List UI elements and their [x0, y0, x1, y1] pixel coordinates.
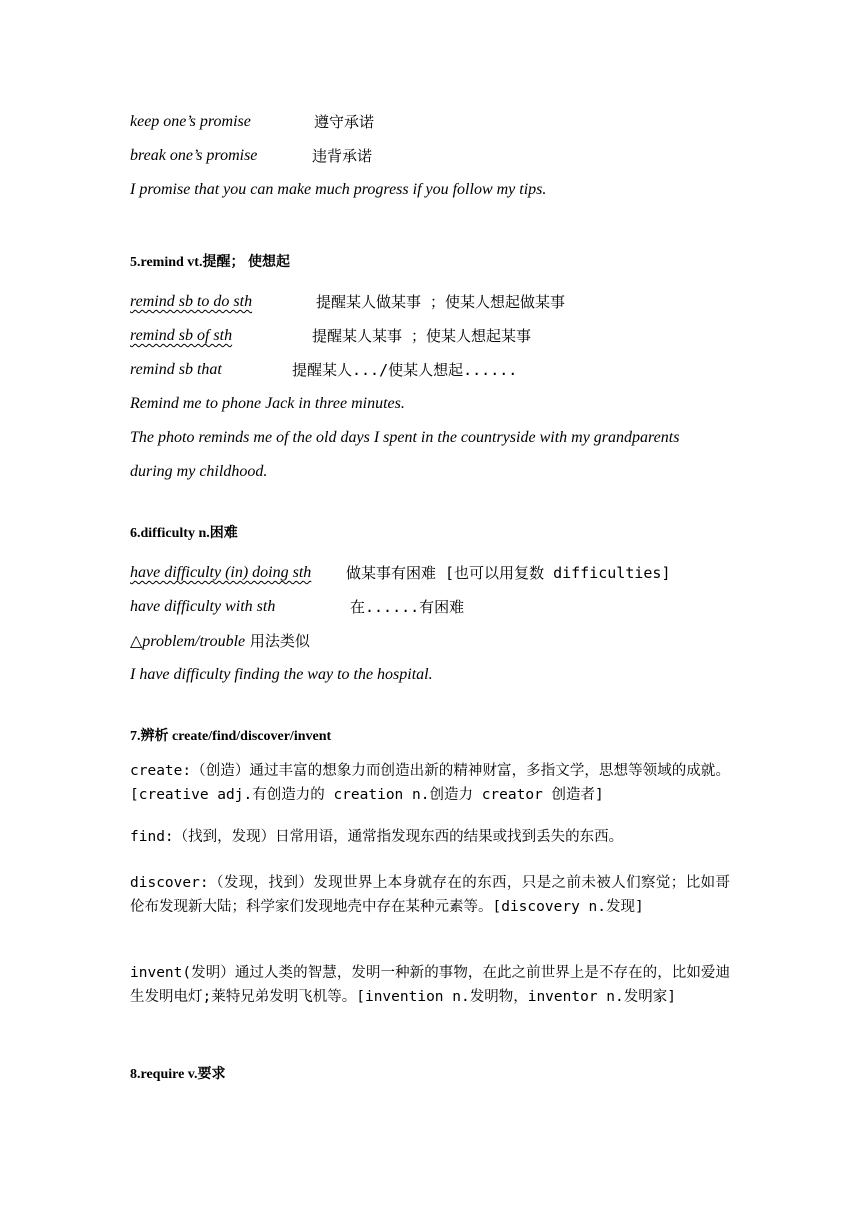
meaning-break-promise: 违背承诺 [312, 147, 373, 165]
phrase-remind-to-do-text: remind sb to do sth [130, 293, 253, 310]
note-problem-trouble-phrase: △problem/trouble [130, 633, 246, 650]
phrase-difficulty-doing-text: have difficulty (in) doing sth [130, 564, 312, 581]
meaning-remind-of: 提醒某人某事 ；使某人想起某事 [312, 327, 532, 345]
meaning-difficulty-doing: 做某事有困难 [也可以用复数 difficulties] [346, 564, 671, 582]
phrase-remind-of [130, 326, 232, 346]
heading-remind: 5.remind vt.提醒； 使想起 [130, 255, 290, 270]
phrase-keep-promise: keep one’s promise [130, 113, 251, 130]
analysis-discover: discover:（发现，找到）发现世界上本身就存在的东西，只是之前未被人们察觉；比如哥伦布发现新大陆；科学家们发现地壳中存在某种元素等。[discovery n.发现] [130, 875, 730, 915]
phrase-remind-of-text: remind sb of sth [130, 327, 233, 344]
heading-difficulty: 6.difficulty n.困难 [130, 526, 238, 541]
phrase-difficulty-with: have difficulty with sth [130, 598, 276, 615]
note-problem-trouble-meaning: 用法类似 [245, 632, 310, 650]
example-remind-1: Remind me to phone Jack in three minutes. [130, 395, 405, 412]
heading-require: 8.require v.要求 [130, 1067, 226, 1082]
meaning-remind-that: 提醒某人.../使某人想起...... [292, 361, 518, 379]
example-remind-2-line1: The photo reminds me of the old days I spent in the countryside with my grandparents [130, 429, 680, 446]
example-remind-2-line2: during my childhood. [130, 463, 268, 480]
analysis-create: create:（创造）通过丰富的想象力而创造出新的精神财富，多指文学，思想等领域的成就。[creative adj.有创造力的 creation n.创造力 creator 创造者] [130, 763, 730, 803]
meaning-remind-to-do: 提醒某人做某事 ；使某人想起做某事 [316, 293, 566, 311]
analysis-invent: invent(发明）通过人类的智慧，发明一种新的事物，在此之前世界上是不存在的，比如爱迪生发明电灯;莱特兄弟发明飞机等。[invention n.发明物，inventor n.发明家] [130, 965, 730, 1005]
note-problem-trouble [130, 631, 310, 652]
heading-analysis: 7.辨析 create/find/discover/invent [130, 729, 332, 744]
analysis-find: find:（找到，发现）日常用语，通常指发现东西的结果或找到丢失的东西。 [130, 829, 624, 845]
example-promise: I promise that you can make much progress if you follow my tips. [130, 181, 547, 198]
meaning-keep-promise: 遵守承诺 [314, 113, 375, 131]
meaning-difficulty-with: 在......有困难 [350, 598, 465, 616]
phrase-remind-that: remind sb that [130, 361, 222, 378]
phrase-difficulty-doing [130, 563, 311, 583]
phrase-remind-to-do [130, 292, 252, 312]
example-difficulty: I have difficulty finding the way to the hospital. [130, 666, 433, 683]
phrase-break-promise: break one’s promise [130, 147, 258, 164]
